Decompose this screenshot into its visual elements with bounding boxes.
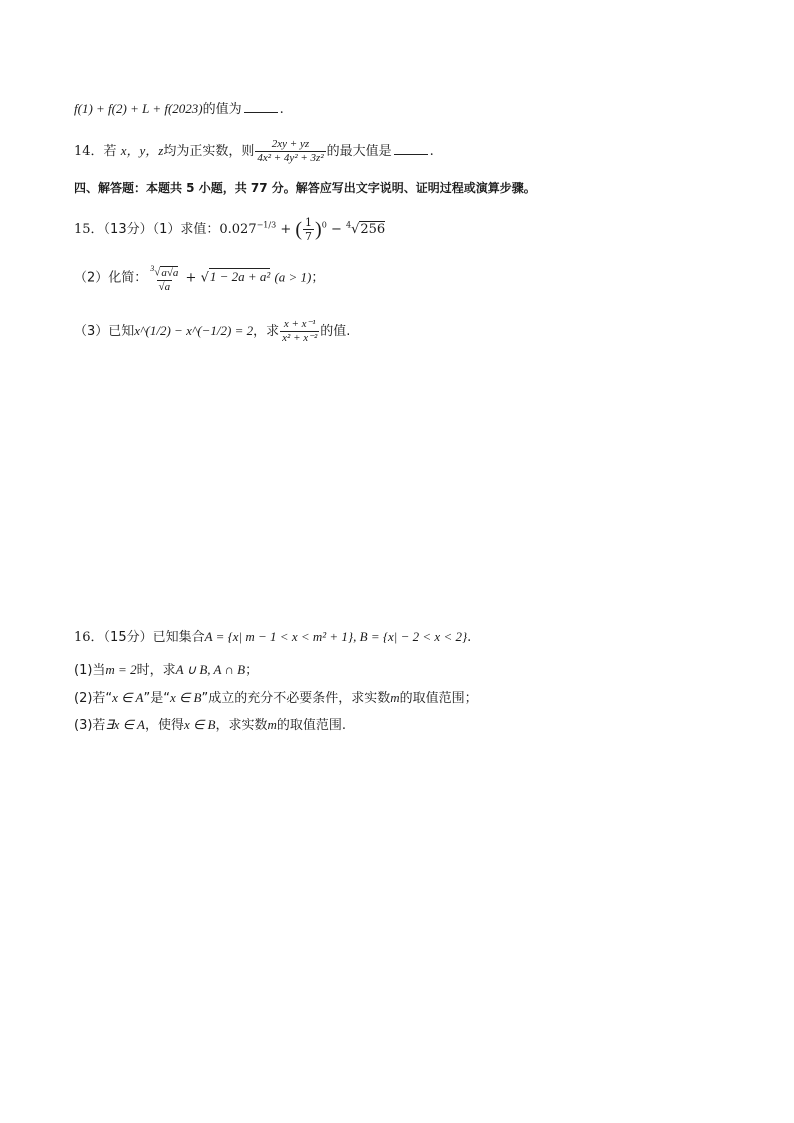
plus-sign: + [280,222,292,237]
answer-blank [244,100,278,113]
frac-num: x + x⁻¹ [283,318,316,330]
q15-p2-label: （2）化简： [74,270,148,286]
q14-text: 若 [103,144,117,159]
right-paren: ) [315,218,322,241]
minus-sign: − [330,222,342,237]
q15-p1-fraction [303,216,314,243]
root-arg: 256 [360,222,386,237]
q15-p2-fraction [148,262,180,294]
q15-number: 15． [74,222,104,237]
q16-p1-text: 时，求 [136,663,176,678]
q16-number: 16． [74,630,104,645]
q15-p2-end: ； [311,270,325,286]
left-paren: ( [295,218,303,241]
q16-p1-end: ； [245,663,259,678]
frac-num: $^3$√a√a [150,264,179,279]
frac-den: 7 [305,230,313,243]
q15-p3-fraction [280,318,319,345]
frac-den: √a [158,280,171,293]
radical-icon: √ [351,222,360,237]
q15-p1-base: 0.027 [219,222,257,237]
frac-den: x² + x⁻² [282,332,318,344]
question-16-part1 [74,661,258,680]
root-index: 3 [150,264,155,273]
q16-p3-exists: ∃x ∈ A [105,717,145,732]
q15-p1-exp-zero: 0 [321,220,327,230]
q15-p1-label: （1）求值： [152,222,220,237]
plus-sign: + [185,270,197,286]
q15-p3-label: （3）已知 [74,324,135,339]
q14-text-b: 均为正实数，则 [163,144,255,159]
answer-blank [394,142,428,155]
q16-p2-text-c: ”成立的充分不必要条件，求实数 [201,691,391,706]
q14-vars: x，y，z [120,143,164,158]
q14-end: . [429,144,434,159]
q14-text-c: 的最大值是 [326,144,392,159]
q16-set-b: , B = {x| − 2 < x < 2} [353,629,468,644]
q16-p3-cond: x ∈ B [183,717,216,732]
question-15-part2 [74,262,324,294]
q15-p3-end: 的值. [320,324,351,339]
question-16-part2 [74,689,478,708]
q16-p2-label: (2)若“ [74,691,113,706]
q15-score: （13分） [103,222,153,237]
q16-p3-end: 的取值范围. [276,718,347,733]
root-index: 4 [345,220,352,230]
q16-p3-label: (3)若 [74,718,106,733]
radical-icon: √ [200,270,209,286]
q16-p2-end: 的取值范围； [399,691,478,706]
question-15-part1 [74,216,385,243]
root-arg: 1 − 2a + a² [209,269,271,285]
q13-expression: f(1) + f(2) + L + f(2023) [74,101,203,116]
q16-p3-text: ，使得 [144,718,184,733]
q16-stem-text: 已知集合 [152,630,205,645]
frac-num: 1 [305,216,313,229]
question-15-part3 [74,318,350,345]
section-heading [74,179,536,197]
q13-tail [74,100,284,119]
q16-p2-cond1: x ∈ A [112,690,144,705]
root-arg: a√a [161,266,179,279]
section4-title: 四、解答题：本题共 5 小题，共 77 分。解答应写出文字说明、证明过程或演算步骤。 [74,181,536,195]
q13-end: . [279,102,284,117]
q16-set-a: A = {x| m − 1 < x < m² + 1} [204,629,354,644]
q13-suffix: 的值为 [202,102,242,117]
q16-p3-text-c: ，求实数 [215,718,268,733]
q15-p3-condition: x^(1/2) − x^(−1/2) = 2 [134,323,254,338]
q16-stem-end: . [467,630,472,645]
q14-frac-den: 4x² + 4y² + 3z² [257,152,324,164]
q16-score: （15分） [103,630,153,645]
question-16-part3 [74,716,346,735]
q16-p2-cond2: x ∈ B [169,690,202,705]
q14-fraction [255,138,325,165]
q14-number: 14． [74,144,104,159]
q15-p3-mid: ，求 [253,324,280,339]
q14-frac-num: 2xy + yz [271,138,310,150]
q16-p1-label: (1)当 [74,663,106,678]
question-16-stem [74,628,471,647]
q15-p2-condition: (a > 1) [274,269,312,285]
q15-p1-exp: −1/3 [256,220,277,230]
q16-p1-condition: m = 2 [105,662,137,677]
q16-p2-text: ”是“ [143,691,170,706]
q16-p2-var: m [390,690,400,705]
question-14 [74,138,434,165]
q16-p1-sets: A ∪ B, A ∩ B [175,662,246,677]
q16-p3-var: m [267,717,277,732]
